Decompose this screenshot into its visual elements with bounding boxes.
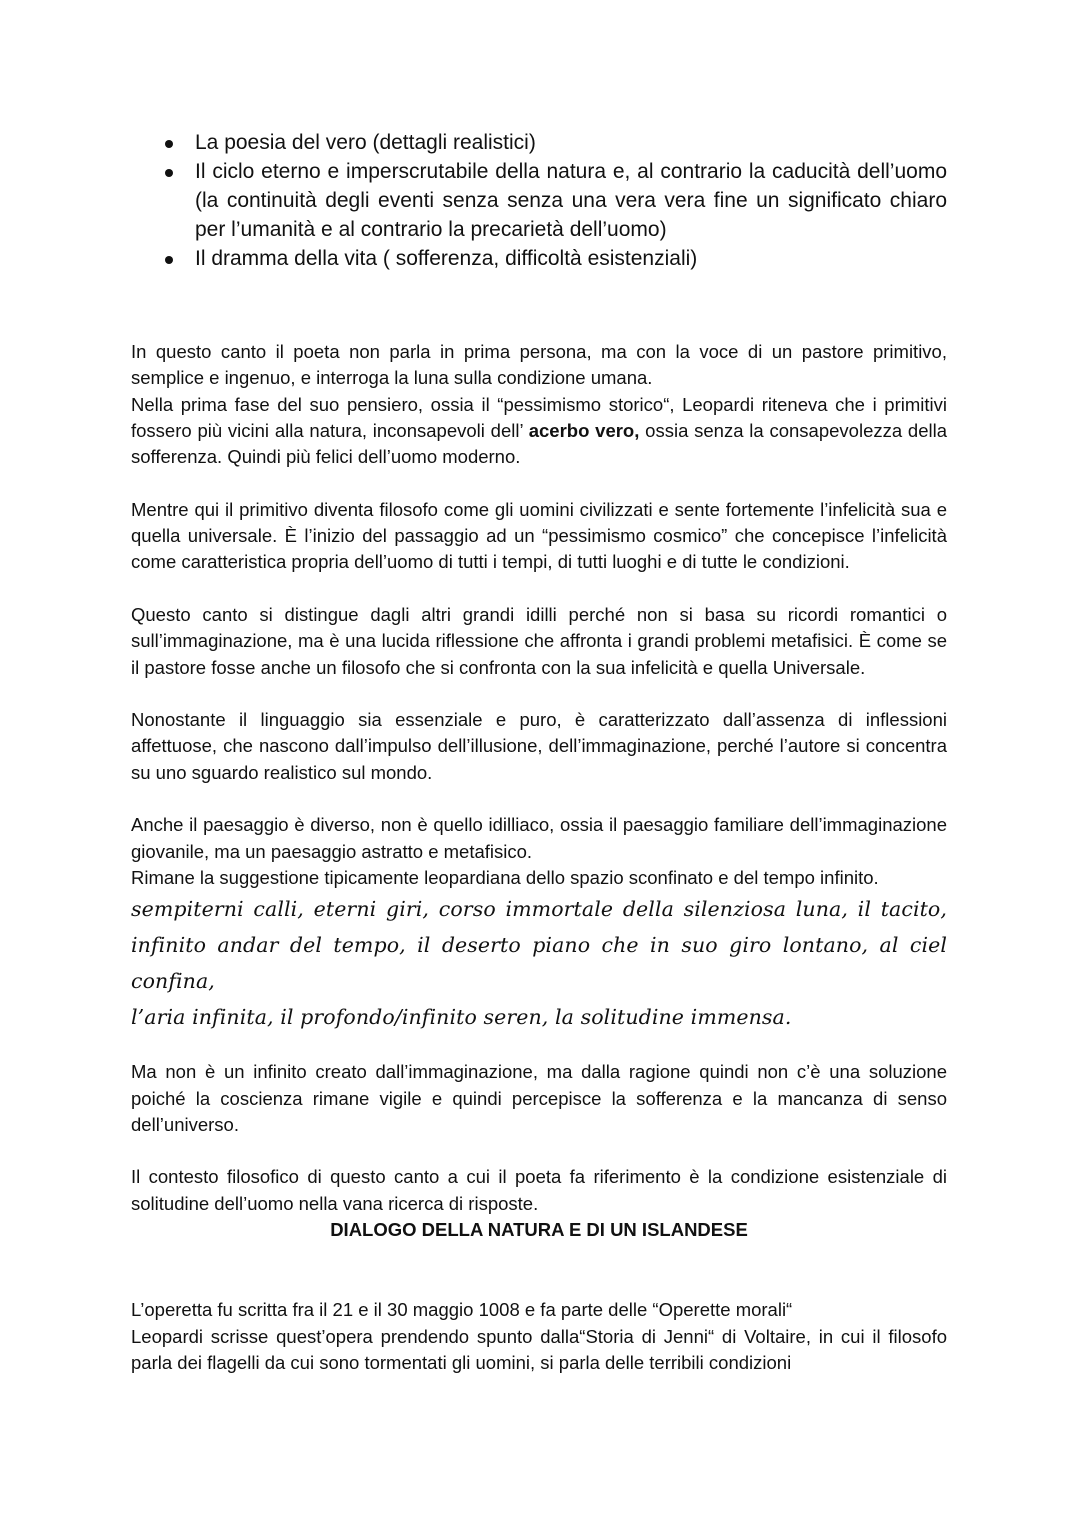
- paragraph-contesto: Il contesto filosofico di questo canto a cui il poeta fa riferimento è la condizione esistenziale di solitudine dell’uomo nella vana ricerca di risposte.: [131, 1166, 947, 1214]
- paragraph-pastore: In questo canto il poeta non parla in prima persona, ma con la voce di un pastore primitivo, semplice e ingenuo, e interroga la luna sulla condizione umana.: [131, 341, 947, 389]
- page-content: [131, 128, 947, 1376]
- paragraph-idilli: Questo canto si distingue dagli altri grandi idilli perché non si basa su ricordi romantici o sull’immaginazione, ma è una lucida riflessione che affronta i grandi problemi metafisici. È come se il pastore fosse anche un filosofo che si confronta con la sua infelicità e quella Universale.: [131, 603, 947, 678]
- handwritten-line: infinito andar del tempo, il deserto piano che in suo giro lontano, al ciel confina,: [131, 933, 947, 994]
- paragraph-operetta-date: L’operetta fu scritta fra il 21 e il 30 maggio 1008 e fa parte delle “Operette morali“: [131, 1299, 793, 1321]
- paragraph-linguaggio: Nonostante il linguaggio sia essenziale e puro, è caratterizzato dall’assenza di inflessioni affettuose, che nascono dall’impulso dell’illusione, dell’immaginazione, perché l’autore si concentra su uno sguardo realistico sul mondo.: [131, 709, 947, 783]
- list-item: Il dramma della vita ( sofferenza, difficoltà esistenziali): [131, 244, 947, 273]
- list-item: Il ciclo eterno e imperscrutabile della natura e, al contrario la caducità dell’uomo (la continuità degli eventi senza senza una vera vera fine un significato chiaro per l’umanità e al contrario la precarietà dell’uomo): [131, 157, 947, 244]
- handwritten-line: sempiterni calli, eterni giri, corso immortale della silenziosa luna, il tacito,: [131, 897, 947, 922]
- bullet-list: [131, 128, 947, 273]
- handwritten-line: l’aria infinita, il profondo/infinito seren, la solitudine immensa.: [131, 1005, 792, 1030]
- list-item: La poesia del vero (dettagli realistici): [131, 128, 947, 157]
- paragraph-pessimismo-storico: Nella prima fase del suo pensiero, ossia il “pessimismo storico“, Leopardi riteneva che i primitivi fossero più vicini alla natura, inconsapevoli dell’ acerbo vero, ossia senza la consapevolezza della sofferenza. Quindi più felici dell’uomo moderno.: [131, 393, 948, 468]
- bullet-icon: [165, 256, 173, 264]
- paragraph-suggestione: Rimane la suggestione tipicamente leopardiana dello spazio sconfinato e del tempo infinito.: [131, 866, 879, 888]
- section-title: DIALOGO DELLA NATURA E DI UN ISLANDESE: [330, 1219, 748, 1241]
- bullet-icon: [165, 169, 173, 177]
- paragraph-pessimismo-cosmico: Mentre qui il primitivo diventa filosofo come gli uomini civilizzati e sente fortemente l’infelicità sua e quella universale. È l’inizio del passaggio ad un “pessimismo cosmico” che concepisce l’infelicità come caratteristica propria dell’uomo di tutti i tempi, di tutti luoghi e di tutte le condizioni.: [131, 498, 947, 573]
- paragraph-paesaggio: Anche il paesaggio è diverso, non è quello idilliaco, ossia il paesaggio familiare dell’immaginazione giovanile, ma un paesaggio astratto e metafisico.: [131, 814, 947, 862]
- bullet-icon: [165, 140, 173, 148]
- bold-term: acerbo vero,: [528, 419, 640, 441]
- paragraph-infinito-ragione: Ma non è un infinito creato dall’immaginazione, ma dalla ragione quindi non c’è una soluzione poiché la coscienza rimane vigile e quindi percepisce la sofferenza e la mancanza di senso dell’universo.: [131, 1061, 947, 1135]
- paragraph-voltaire: Leopardi scrisse quest’opera prendendo spunto dalla“Storia di Jenni“ di Voltaire, in cui il filosofo parla dei flagelli da cui sono tormentati gli uomini, si parla delle terribili condizioni: [131, 1325, 947, 1373]
